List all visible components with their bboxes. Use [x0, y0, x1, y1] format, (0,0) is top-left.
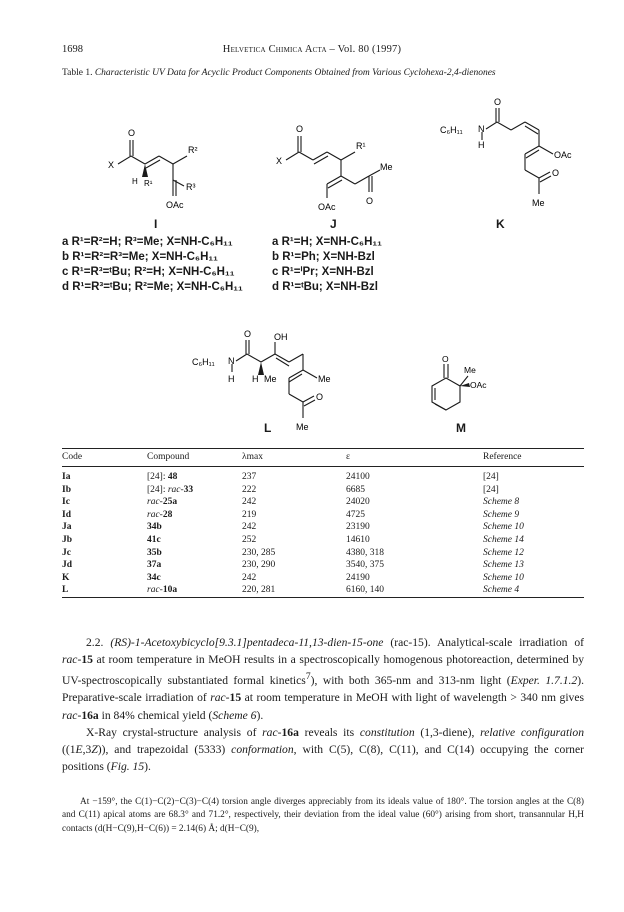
rac-prefix: rac-: [167, 484, 184, 495]
cell-epsilon: 4725: [346, 509, 365, 520]
rac-prefix-15b: rac-: [210, 691, 230, 705]
atom-K-O2: O: [552, 168, 560, 178]
table-row: [62, 467, 584, 484]
atom-I-H: H: [132, 177, 138, 186]
structure-J-label: J: [330, 217, 337, 231]
compound-source-ref: [24]:: [147, 472, 166, 482]
cell-code: L: [62, 584, 147, 597]
rac-prefix: rac-: [147, 585, 163, 596]
cell-lambda: 252: [242, 534, 257, 545]
para2-part-a: X-Ray crystal-structure analysis of: [86, 725, 263, 739]
cell-reference: Scheme 10: [483, 572, 524, 583]
cell-compound: [147, 572, 242, 585]
atom-M-OAc: OAc: [470, 380, 487, 390]
table-row: [62, 534, 584, 547]
term-constitution: constitution: [359, 725, 415, 739]
cell-epsilon: 14610: [346, 534, 370, 545]
table-row: [62, 547, 584, 560]
compound-source-ref: [24]:: [147, 484, 166, 495]
structure-M-label: M: [456, 421, 466, 435]
paragraph-xray: [62, 724, 584, 776]
variant-I-a: a R¹=R²=H; R³=Me; X=NH-C₆H₁₁: [62, 236, 233, 248]
uv-data-table: [62, 448, 584, 598]
table-caption: [62, 68, 582, 78]
table-row: [62, 484, 584, 497]
paragraph-2-2: [62, 634, 584, 724]
table-row: [62, 496, 584, 509]
para2-part-d: ((1: [62, 743, 76, 757]
atom-L-Me3: Me: [296, 422, 309, 432]
cell-lambda: 220, 281: [242, 584, 346, 597]
variant-J-c: c R¹=ⁱPr; X=NH-Bzl: [272, 266, 374, 278]
structure-J-drawing: [268, 118, 418, 223]
cell-code: Jc: [62, 547, 71, 558]
atom-J-X: X: [276, 156, 283, 166]
table-row: [62, 521, 584, 534]
cell-compound: [147, 521, 242, 534]
atom-K-OAc: OAc: [554, 150, 572, 160]
cell-compound: [147, 467, 242, 484]
cell-reference: Scheme 8: [483, 497, 520, 508]
compound-15: 15: [81, 653, 93, 667]
atom-I-R2: R²: [188, 145, 198, 155]
compound-number: 48: [167, 472, 178, 482]
cell-epsilon: 6160, 140: [346, 584, 483, 597]
table-header-row: [62, 449, 584, 467]
cell-compound: [147, 509, 242, 522]
atom-L-H: H: [228, 374, 235, 384]
para1-part-b: at room temperature in MeOH results in a spectroscopically homogenous photoreaction, determined by UV-spectroscopically substantiated formal kinetics: [62, 653, 584, 688]
cell-lambda: 242: [242, 497, 257, 508]
cell-compound: [147, 584, 242, 597]
compound-number: 28: [162, 509, 173, 520]
para2-part-h: )), and trapezoidal (5333): [97, 743, 232, 757]
variant-I-d: d R¹=R³=ᵗBu; R²=Me; X=NH-C₆H₁₁: [62, 281, 243, 293]
compound-number: 25a: [162, 497, 178, 508]
cell-lambda: 242: [242, 522, 257, 533]
cell-lambda: 237: [242, 472, 257, 482]
compound-number: 33: [183, 484, 194, 495]
cell-compound: [147, 547, 242, 560]
structure-I-variants: [62, 235, 243, 295]
compound-number: 10a: [162, 585, 178, 596]
compound-16a-b: 16a: [281, 725, 299, 739]
compound-number: 37a: [147, 560, 162, 571]
col-header-epsilon: ε: [346, 449, 483, 467]
cell-epsilon: 4380, 318: [346, 547, 384, 558]
cell-compound: [147, 484, 242, 497]
variant-I-c: c R¹=R³=ᵗBu; R²=H; X=NH-C₆H₁₁: [62, 266, 235, 278]
structure-K-drawing: [426, 96, 586, 216]
atom-M-O: O: [442, 354, 449, 364]
section-title: 1-Acetoxybicyclo[9.3.1]pentadeca-11,13-dien-15-one: [134, 636, 384, 649]
atom-L-OH: OH: [274, 332, 288, 342]
variant-I-b: b R¹=R²=R³=Me; X=NH-C₆H₁₁: [62, 251, 218, 263]
para1-part-d: ). Preparative-scale irradiation of: [62, 674, 584, 705]
atom-J-Me: Me: [380, 162, 393, 172]
cell-code: Id: [62, 509, 71, 520]
figure-ref: Fig. 15: [110, 760, 145, 774]
cell-reference: Scheme 13: [483, 560, 524, 571]
rac-prefix-16a-b: rac-: [262, 725, 282, 739]
atom-L-H2: H: [252, 374, 259, 384]
compound-number: 41c: [147, 534, 161, 545]
cell-code: Ic: [62, 497, 70, 508]
rac-prefix-15: rac-: [62, 653, 82, 667]
atom-I-X: X: [108, 160, 115, 170]
para2-part-b: reveals its: [298, 725, 360, 739]
atom-M-Me: Me: [464, 365, 476, 375]
cell-compound: [147, 496, 242, 509]
table-caption-text: Characteristic UV Data for Acyclic Product Components Obtained from Various Cyclohexa-2,4-dienones: [94, 68, 496, 78]
para1-part-e: at room temperature in MeOH with light of wavelength > 340 nm gives: [241, 691, 584, 705]
atom-L-C6H11: C₆H₁₁: [192, 357, 215, 367]
cell-epsilon: 6685: [346, 484, 365, 495]
cell-reference: [24]: [483, 484, 499, 495]
atom-I-R1: R¹: [144, 179, 153, 188]
para2-part-f: ,3: [82, 743, 92, 757]
compound-16a: 16a: [81, 708, 99, 722]
table-row: [62, 559, 584, 572]
col-header-compound: Compound: [147, 449, 242, 467]
col-header-reference: Reference: [483, 449, 584, 467]
atom-K-Me: Me: [532, 198, 545, 208]
atom-I-OAc: OAc: [166, 200, 184, 210]
cell-epsilon: 3540, 375: [346, 560, 384, 571]
structure-M-drawing: [424, 354, 496, 418]
para1-part-a: Analytical-scale irradiation of: [430, 636, 585, 649]
para2-part-i: , with C(5), C(8), C(11), and C(14) occupying the corner positions (: [62, 743, 584, 774]
cell-code: Ia: [62, 472, 71, 482]
para1-part-g: ).: [256, 708, 264, 722]
cell-code: Jd: [62, 560, 73, 571]
atom-L-O2: O: [316, 392, 324, 402]
journal-name: Helvetica Chimica Acta: [222, 44, 327, 55]
cell-code: Ib: [62, 484, 71, 495]
compound-15b: 15: [229, 691, 242, 705]
term-conformation: conformation: [231, 743, 294, 757]
atom-K-C6H11: C₆H₁₁: [440, 125, 463, 135]
atom-J-R1: R¹: [356, 141, 366, 151]
cell-code: Ja: [62, 522, 72, 533]
cell-epsilon: 23190: [346, 522, 370, 533]
variant-J-a: a R¹=H; X=NH-C₆H₁₁: [272, 236, 382, 248]
variant-J-d: d R¹=ᵗBu; X=NH-Bzl: [272, 281, 378, 293]
section-compound: (rac-15).: [390, 636, 431, 649]
body-text: [62, 634, 584, 775]
cell-reference: [24]: [483, 472, 499, 482]
torsion-note: [62, 796, 584, 836]
atom-K-N: N: [478, 124, 485, 134]
variant-J-b: b R¹=Ph; X=NH-Bzl: [272, 251, 375, 263]
term-Z: Z: [91, 743, 98, 757]
rac-prefix-16a: rac-: [62, 708, 82, 722]
rac-prefix: rac-: [147, 509, 163, 520]
para2-part-j: ).: [144, 760, 151, 774]
structure-I-drawing: [100, 118, 250, 223]
compound-number: 34b: [147, 522, 162, 533]
cell-reference: Scheme 10: [483, 522, 524, 533]
atom-L-O: O: [244, 329, 252, 339]
para1-part-f: in 84% chemical yield (: [98, 708, 213, 722]
cell-reference: Scheme 9: [483, 509, 520, 520]
running-head: [0, 44, 624, 55]
para1-part-c: ), with both 365-nm and 313-nm light (: [310, 674, 511, 688]
cell-lambda: 230, 285: [242, 547, 276, 558]
torsion-note-text: At −159°, the C(1)−C(2)−C(3)−C(4) torsion angle diverges appreciably from its ideals value of 180°. The torsion angles at the C(8) and C(11) apical atoms are 68.3° and 71.2°, respectively, their deviation from the ideal value (60°) arising from short, transannular H,H contacts (d(H−C(9),H−C(6)) = 2.14(6) Å; d(H−C(9),: [62, 797, 584, 834]
rac-prefix: rac-: [147, 497, 163, 508]
section-title-prefix: (RS)-: [110, 636, 135, 649]
structure-J-variants: [272, 235, 382, 295]
cell-epsilon: 24190: [346, 572, 370, 583]
para2-part-c: (1,3-diene),: [414, 725, 481, 739]
cell-lambda: 242: [242, 572, 257, 583]
table-caption-label: Table 1.: [62, 68, 93, 78]
structure-L-label: L: [264, 421, 272, 435]
atom-L-N: N: [228, 356, 235, 366]
scheme-ref: Scheme 6: [212, 708, 257, 722]
term-relative-configuration: relative configuration: [480, 725, 585, 739]
table-row: [62, 509, 584, 522]
cell-epsilon: 24020: [346, 497, 370, 508]
cell-reference: Scheme 14: [483, 534, 524, 545]
cell-reference: Scheme 12: [483, 547, 524, 558]
compound-number: 35b: [147, 547, 162, 558]
cell-lambda: 222: [242, 484, 257, 495]
atom-J-O2: O: [366, 196, 374, 206]
structure-I-label: I: [154, 217, 158, 231]
cell-lambda: 219: [242, 509, 257, 520]
atom-I-R3: R³: [186, 182, 196, 192]
page-number: 1698: [62, 44, 83, 55]
structure-L-drawing: [190, 326, 390, 436]
structure-K-label: K: [496, 217, 505, 231]
cell-reference: Scheme 4: [483, 584, 584, 597]
table-row: [62, 572, 584, 585]
atom-J-O: O: [296, 124, 304, 134]
cell-code: Jb: [62, 534, 73, 545]
cell-compound: [147, 559, 242, 572]
cell-code: K: [62, 572, 70, 583]
atom-L-Me2: Me: [318, 374, 331, 384]
atom-K-O: O: [494, 97, 502, 107]
journal-volume: – Vol. 80 (1997): [329, 44, 402, 55]
exper-ref: Exper. 1.7.1.2: [510, 674, 578, 688]
cell-lambda: 230, 290: [242, 560, 276, 571]
footnote-ref: 7: [305, 671, 311, 683]
atom-J-OAc: OAc: [318, 202, 336, 212]
atom-L-Me1: Me: [264, 374, 277, 384]
col-header-code: Code: [62, 449, 147, 467]
atom-K-H: H: [478, 140, 485, 150]
table-row: [62, 584, 584, 597]
compound-number: 34c: [147, 572, 161, 583]
cell-epsilon: 24100: [346, 472, 370, 482]
section-number: 2.2.: [86, 636, 104, 649]
atom-I-O: O: [128, 128, 136, 138]
term-E: E: [75, 743, 83, 757]
col-header-lambda: λmax: [242, 449, 346, 467]
cell-compound: [147, 534, 242, 547]
